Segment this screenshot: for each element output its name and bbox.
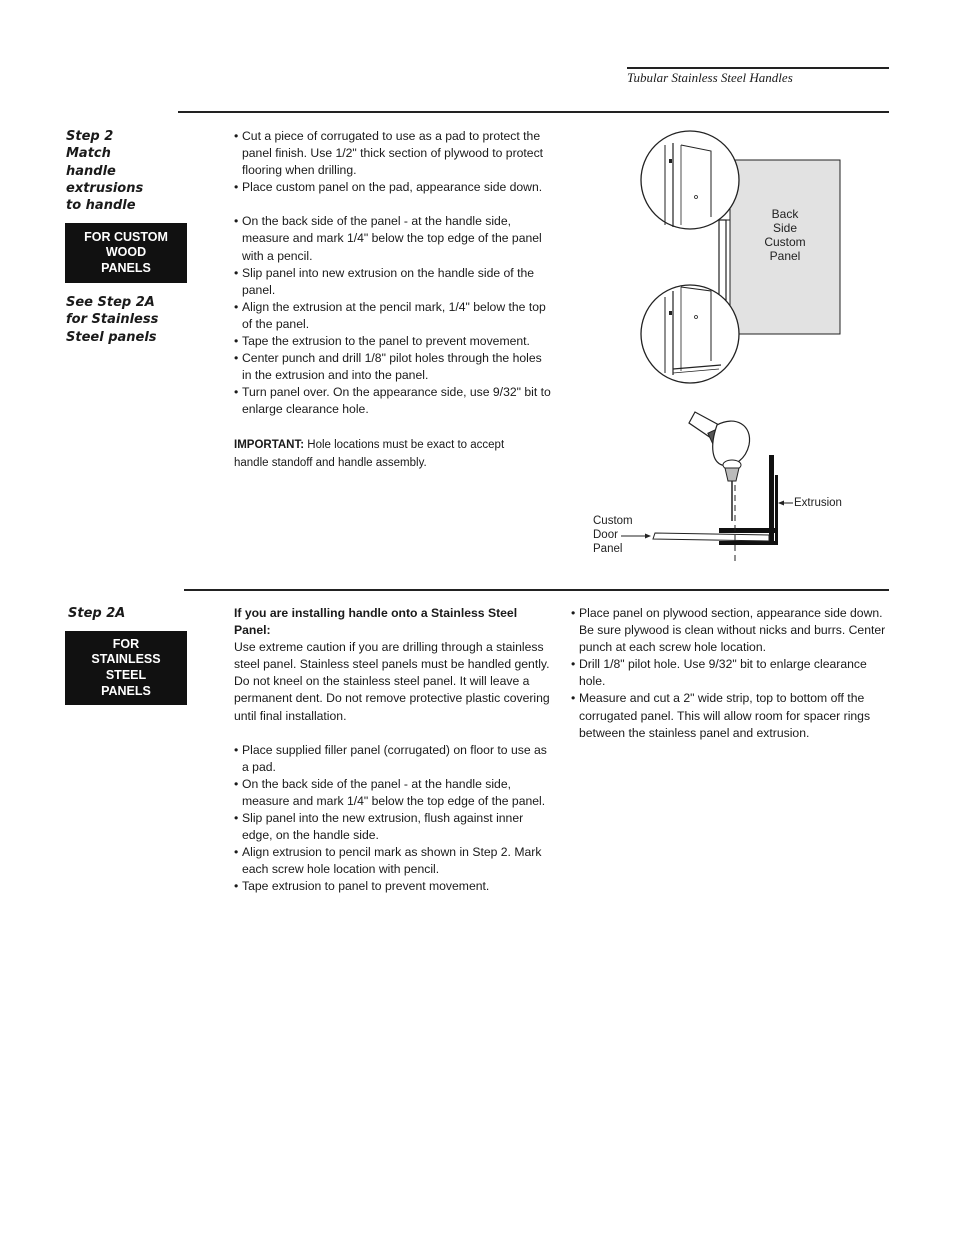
bullet-item: • On the back side of the panel - at the handle side, measure and mark 1/4" below the top edge of the panel with a pencil. [234, 213, 552, 264]
step2-bullets-group1 [234, 128, 552, 196]
section-divider-step2 [178, 111, 889, 113]
bullet-item: • Tape the extrusion to the panel to prevent movement. [234, 333, 552, 350]
step2a-left-column [234, 605, 552, 896]
badge-line: FOR CUSTOM [84, 229, 168, 244]
badge-line: STAINLESS [91, 652, 161, 667]
bullet-item: • Center punch and drill 1/8" pilot holes through the holes in the extrusion and into the panel. [234, 350, 552, 384]
bullet-item: • On the back side of the panel - at the handle side, measure and mark 1/4" below the top edge of the panel. [234, 776, 552, 810]
stainless-steel-panels-badge [65, 631, 187, 705]
page-header-title: Tubular Stainless Steel Handles [627, 70, 793, 85]
step2a-title: Step 2A [68, 606, 126, 621]
step2-title-line: handle [66, 163, 116, 179]
important-note [234, 436, 534, 472]
bullet-item: • Place custom panel on the pad, appearance side down. [234, 179, 552, 196]
step2-bullets-group2 [234, 213, 552, 418]
back-panel-label-line: Side [772, 221, 798, 235]
door-panel-label-line: Door [593, 529, 618, 541]
step2-title-line: Step 2 [66, 129, 114, 144]
back-panel-label-line: Panel [769, 249, 801, 263]
bullet-item: • Align the extrusion at the pencil mark, 1/4" below the top of the panel. [234, 299, 552, 333]
header-rule [627, 67, 889, 69]
important-text: Hole locations must be exact to accept handle standoff and handle assembly. [234, 438, 505, 469]
badge-line: PANELS [101, 683, 151, 698]
step2a-bullets-left [234, 742, 552, 896]
back-panel-label-line: Custom [764, 235, 806, 249]
custom-door-panel-label [593, 514, 633, 556]
bullet-item: • Place supplied filler panel (corrugated) on floor to use as a pad. [234, 742, 552, 776]
bullet-item: • Slip panel into new extrusion on the handle side of the panel. [234, 265, 552, 299]
bullet-item: • Tape extrusion to panel to prevent movement. [234, 878, 552, 895]
see-note-line: for Stainless [66, 312, 159, 328]
bullet-item: • Place panel on plywood section, appearance side down. Be sure plywood is clean without nicks and burrs. Center punch at each screw hole location. [571, 605, 889, 656]
step2-title-line: Match [66, 146, 111, 162]
step2-title-line: extrusions [66, 180, 144, 196]
bullet-item: • Align extrusion to pencil mark as shown in Step 2. Mark each screw hole location with pencil. [234, 844, 552, 878]
bottom-detail-circle [641, 285, 739, 383]
important-label: IMPORTANT: [234, 438, 305, 451]
door-panel-label-line: Custom [593, 515, 633, 527]
back-panel-label-line: Back [771, 207, 799, 221]
extrusion-label: Extrusion [794, 497, 842, 509]
bullet-item: • Slip panel into the new extrusion, flush against inner edge, on the handle side. [234, 810, 552, 844]
step2-title-line: to handle [66, 198, 136, 214]
door-panel-label-line: Panel [593, 543, 623, 555]
back-panel-label [760, 207, 810, 263]
drill-illustration [689, 412, 750, 521]
top-detail-circle [641, 131, 739, 229]
bullet-item: • Measure and cut a 2" wide strip, top to bottom off the corrugated panel. This will allow room for spacer rings between the stainless panel and extrusion. [571, 690, 889, 741]
step2-instructions [234, 128, 552, 472]
step2a-right-column [571, 605, 889, 742]
badge-line: WOOD [105, 245, 147, 260]
stainless-intro-text: Use extreme caution if you are drilling through a stainless steel panel. Stainless steel panels must be handled gently. Do not kneel on the stainless steel panel. It will leave a permanent dent. Do not remove protective plastic covering until final installation. [234, 640, 550, 723]
step2a-bullets-right [571, 605, 889, 742]
stainless-intro-heading: If you are installing handle onto a Stainless Steel Panel: [234, 606, 518, 638]
see-note-line: See Step 2A [66, 295, 155, 310]
panel-edge-strip [719, 220, 726, 305]
bullet-item: • Drill 1/8" pilot hole. Use 9/32" bit to enlarge clearance hole. [571, 656, 889, 690]
section-divider-step2a [184, 589, 889, 591]
bullet-item: • Turn panel over. On the appearance side, use 9/32" bit to enlarge clearance hole. [234, 384, 552, 418]
bullet-item: • Cut a piece of corrugated to use as a pad to protect the panel finish. Use 1/2" thick section of plywood to protect flooring when drilling. [234, 128, 552, 179]
badge-line: FOR [112, 636, 140, 651]
see-step2a-note [66, 294, 186, 346]
badge-line: STEEL [105, 668, 147, 682]
see-note-line: Steel panels [66, 329, 157, 345]
custom-door-panel-shape [653, 533, 769, 541]
step2-title [66, 128, 176, 214]
custom-wood-panels-badge [65, 223, 187, 283]
badge-line: PANELS [101, 260, 151, 275]
